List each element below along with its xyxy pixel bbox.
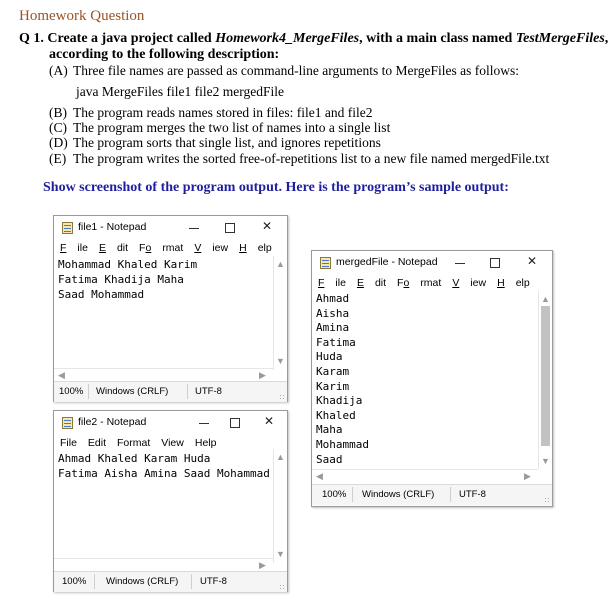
scroll-down-icon[interactable]: ▼ [541,456,550,466]
menu-edit[interactable]: Edit [87,437,107,449]
vertical-scrollbar[interactable] [273,449,287,563]
question-number: Q 1. [19,31,44,46]
item-b [49,105,373,121]
menu-file[interactable]: F ile [318,277,346,289]
window-title: file2 - Notepad [78,416,147,428]
menu-help[interactable]: H elp [239,242,272,254]
text-editor[interactable]: Ahmad Aisha Amina Fatima Huda Karam Karim Khadija Khaled Maha Mohammad Saad [316,292,369,466]
menu-help[interactable]: Help [194,437,217,449]
window-title: mergedFile - Notepad [336,256,438,268]
project-name: Homework4_MergeFiles [215,31,360,46]
zoom-level: 100% [59,386,84,397]
close-icon[interactable]: ✕ [527,254,538,268]
class-name: TestMergeFiles [515,31,605,46]
mergedfile-notepad-window [311,250,553,507]
scroll-left-icon[interactable]: ◀ [58,370,65,380]
question-line-1 [19,31,608,47]
encoding: UTF-8 [195,386,222,397]
menu-edit[interactable]: E dit [356,277,387,289]
question-pre: Create a java project called [47,31,216,46]
title-bar[interactable] [54,216,287,238]
zoom-level: 100% [62,576,87,587]
horizontal-scrollbar[interactable] [312,469,538,483]
item-a [49,63,519,79]
horizontal-scrollbar[interactable] [54,558,273,572]
line-ending: Windows (CRLF) [96,386,169,397]
menu-file[interactable]: File [60,437,77,449]
item-text: The program sorts that single list, and ignores repetitions [73,135,381,150]
command-line: java MergeFiles file1 file2 mergedFile [76,84,284,99]
show-screenshot-instruction: Show screenshot of the program output. Here is the program’s sample output: [43,180,509,195]
resize-grip[interactable] [279,394,285,400]
status-bar [54,571,287,592]
title-bar[interactable] [54,411,287,433]
close-icon[interactable]: ✕ [264,414,275,428]
maximize-icon[interactable] [225,223,235,233]
scroll-up-icon[interactable]: ▲ [276,452,285,462]
item-c [49,120,390,136]
line-ending: Windows (CRLF) [106,576,179,587]
item-label: (D) [49,135,68,150]
scroll-down-icon[interactable]: ▼ [276,356,285,366]
scroll-left-icon[interactable]: ◀ [316,471,323,481]
question-line-2: according to the following description: [49,47,280,62]
encoding: UTF-8 [459,489,486,500]
item-d [49,135,381,151]
resize-grip[interactable] [544,497,550,503]
status-bar [312,484,552,505]
menu-help[interactable]: H elp [497,277,530,289]
menu-view[interactable]: V iew [452,277,487,289]
item-text: The program reads names stored in files: file1 and file2 [73,105,373,120]
notepad-icon [62,417,73,429]
item-text: The program writes the sorted free-of-repetitions list to a new file named mergedFile.txt [73,151,550,166]
minimize-icon[interactable] [189,228,199,229]
scroll-down-icon[interactable]: ▼ [276,549,285,559]
menu-edit[interactable]: E dit [98,242,129,254]
item-label: (A) [49,63,68,78]
scroll-up-icon[interactable]: ▲ [541,294,550,304]
menu-bar [318,277,541,289]
status-bar [54,381,287,402]
vertical-scrollbar[interactable] [273,256,287,370]
item-label: (E) [49,151,67,166]
minimize-icon[interactable] [455,263,465,264]
item-e [49,151,549,167]
line-ending: Windows (CRLF) [362,489,435,500]
question-post: , [604,31,608,46]
close-icon[interactable]: ✕ [262,219,273,233]
item-text: The program merges the two list of names into a single list [73,120,391,135]
menu-format[interactable]: Fo rmat [139,242,184,254]
horizontal-scrollbar[interactable] [54,368,273,382]
minimize-icon[interactable] [199,423,209,424]
title-bar[interactable] [312,251,552,273]
menu-bar [60,242,283,254]
encoding: UTF-8 [200,576,227,587]
text-editor[interactable]: Mohammad Khaled Karim Fatima Khadija Maha Saad Mohammad [58,258,198,301]
scroll-right-icon[interactable]: ▶ [259,370,266,380]
file2-notepad-window [53,410,288,592]
notepad-icon [62,222,73,234]
file1-notepad-window [53,215,288,402]
menu-view[interactable]: V iew [194,242,229,254]
item-text: Three file names are passed as command-line arguments to MergeFiles as follows: [73,63,520,78]
item-label: (B) [49,105,67,120]
menu-view[interactable]: View [161,437,184,449]
text-editor[interactable]: Ahmad Khaled Karam Huda Fatima Aisha Amina Saad Mohammad [58,452,270,480]
menu-bar [60,437,227,449]
item-label: (C) [49,120,67,135]
vertical-scrollbar[interactable] [538,291,552,469]
notepad-icon [320,257,331,269]
scroll-thumb[interactable] [541,306,550,446]
menu-file[interactable]: F ile [60,242,88,254]
scroll-right-icon[interactable]: ▶ [259,560,266,570]
menu-format[interactable]: Format [117,437,151,449]
menu-format[interactable]: Fo rmat [397,277,442,289]
scroll-right-icon[interactable]: ▶ [524,471,531,481]
maximize-icon[interactable] [490,258,500,268]
scroll-up-icon[interactable]: ▲ [276,259,285,269]
maximize-icon[interactable] [230,418,240,428]
question-mid: , with a main class named [359,31,516,46]
resize-grip[interactable] [279,584,285,590]
zoom-level: 100% [322,489,347,500]
window-title: file1 - Notepad [78,221,147,233]
homework-heading: Homework Question [19,8,145,24]
